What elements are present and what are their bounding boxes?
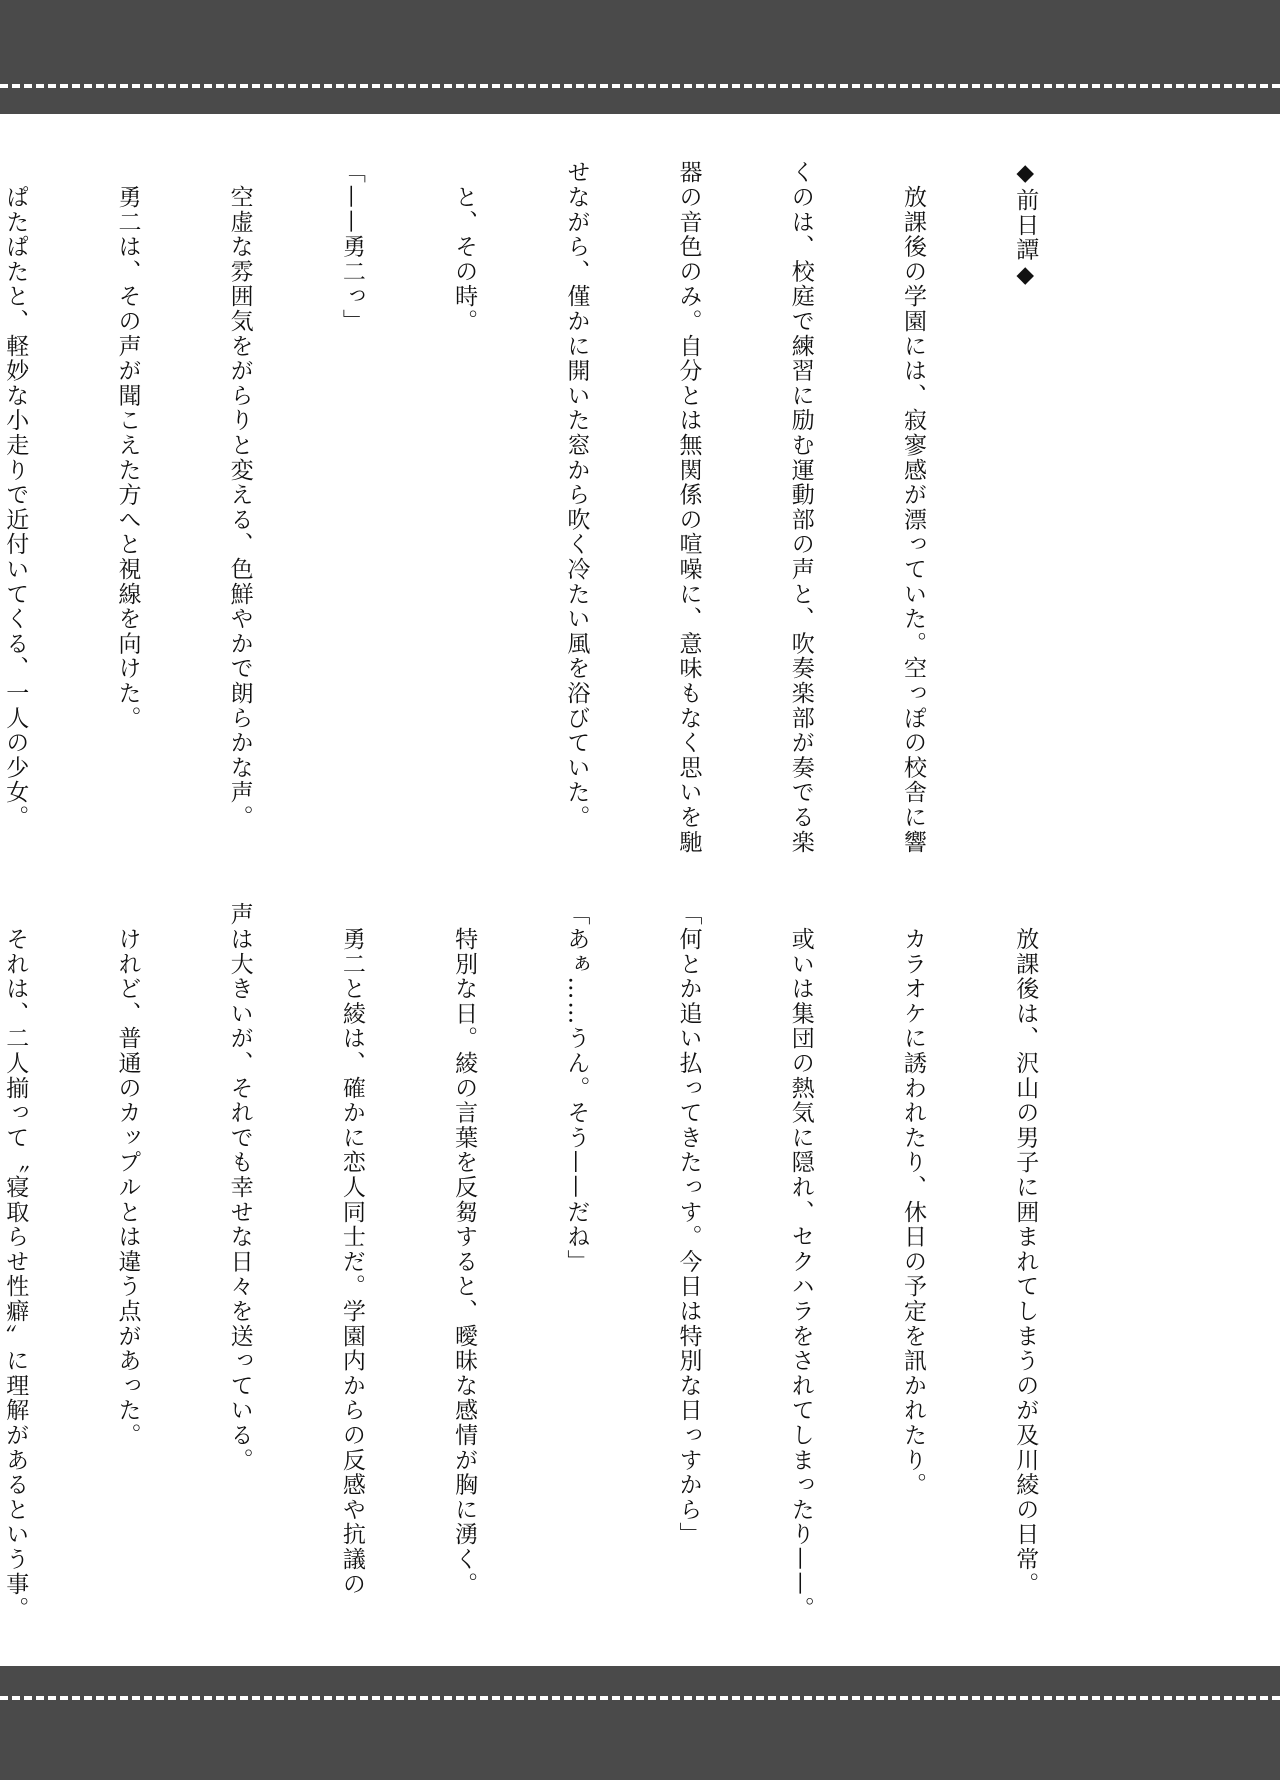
dialogue-line: 「あぁ……うん。そう——だね」 <box>563 902 590 1274</box>
bottom-dashed-line <box>0 1696 1280 1700</box>
dialogue-line: 「何とか追い払ってきたっす。今日は特別な日っすから」 <box>675 902 702 1547</box>
text-line: 空虚な雰囲気をがらりと変える、色鮮やかで朗らかな声。 <box>226 160 253 830</box>
text-line: けれど、普通のカップルとは違う点があった。 <box>114 902 141 1448</box>
text-line: ぱたぱたと、軽妙な小走りで近付いてくる、一人の少女。 <box>2 160 29 830</box>
text-line: 放課後の学園には、寂寥感が漂っていた。空っぽの校舎に響 <box>899 160 926 855</box>
text-line: カラオケに誘われたり、休日の予定を訊かれたり。 <box>899 902 926 1498</box>
upper-text-section <box>2 160 1118 855</box>
section-heading: ◆前日譚◆ <box>1012 160 1039 290</box>
text-line: 器の音色のみ。自分とは無関係の喧噪に、意味もなく思いを馳 <box>675 160 702 855</box>
text-line: くのは、校庭で練習に励む運動部の声と、吹奏楽部が奏でる楽 <box>787 160 814 855</box>
text-line: 勇二と綾は、確かに恋人同士だ。学園内からの反感や抗議の <box>338 902 365 1597</box>
lower-text-section <box>2 902 1118 1622</box>
bottom-decorative-band <box>0 1666 1280 1780</box>
text-line: せながら、僅かに開いた窓から吹く冷たい風を浴びていた。 <box>563 160 590 830</box>
dialogue-line: 「——勇二っ」 <box>338 160 365 334</box>
text-line: 勇二は、その声が聞こえた方へと視線を向けた。 <box>114 160 141 731</box>
text-line: 声は大きいが、それでも幸せな日々を送っている。 <box>226 902 253 1473</box>
text-line: それは、二人揃って〝寝取らせ性癖〟に理解があるという事。 <box>2 902 29 1622</box>
top-decorative-band <box>0 0 1280 114</box>
text-line: 放課後は、沢山の男子に囲まれてしまうのが及川綾の日常。 <box>1012 902 1039 1597</box>
text-line: 特別な日。綾の言葉を反芻すると、曖昧な感情が胸に湧く。 <box>451 902 478 1597</box>
text-line: 或いは集団の熱気に隠れ、セクハラをされてしまったり——。 <box>787 902 814 1622</box>
top-dashed-line <box>0 84 1280 88</box>
text-line: と、その時。 <box>451 160 478 334</box>
